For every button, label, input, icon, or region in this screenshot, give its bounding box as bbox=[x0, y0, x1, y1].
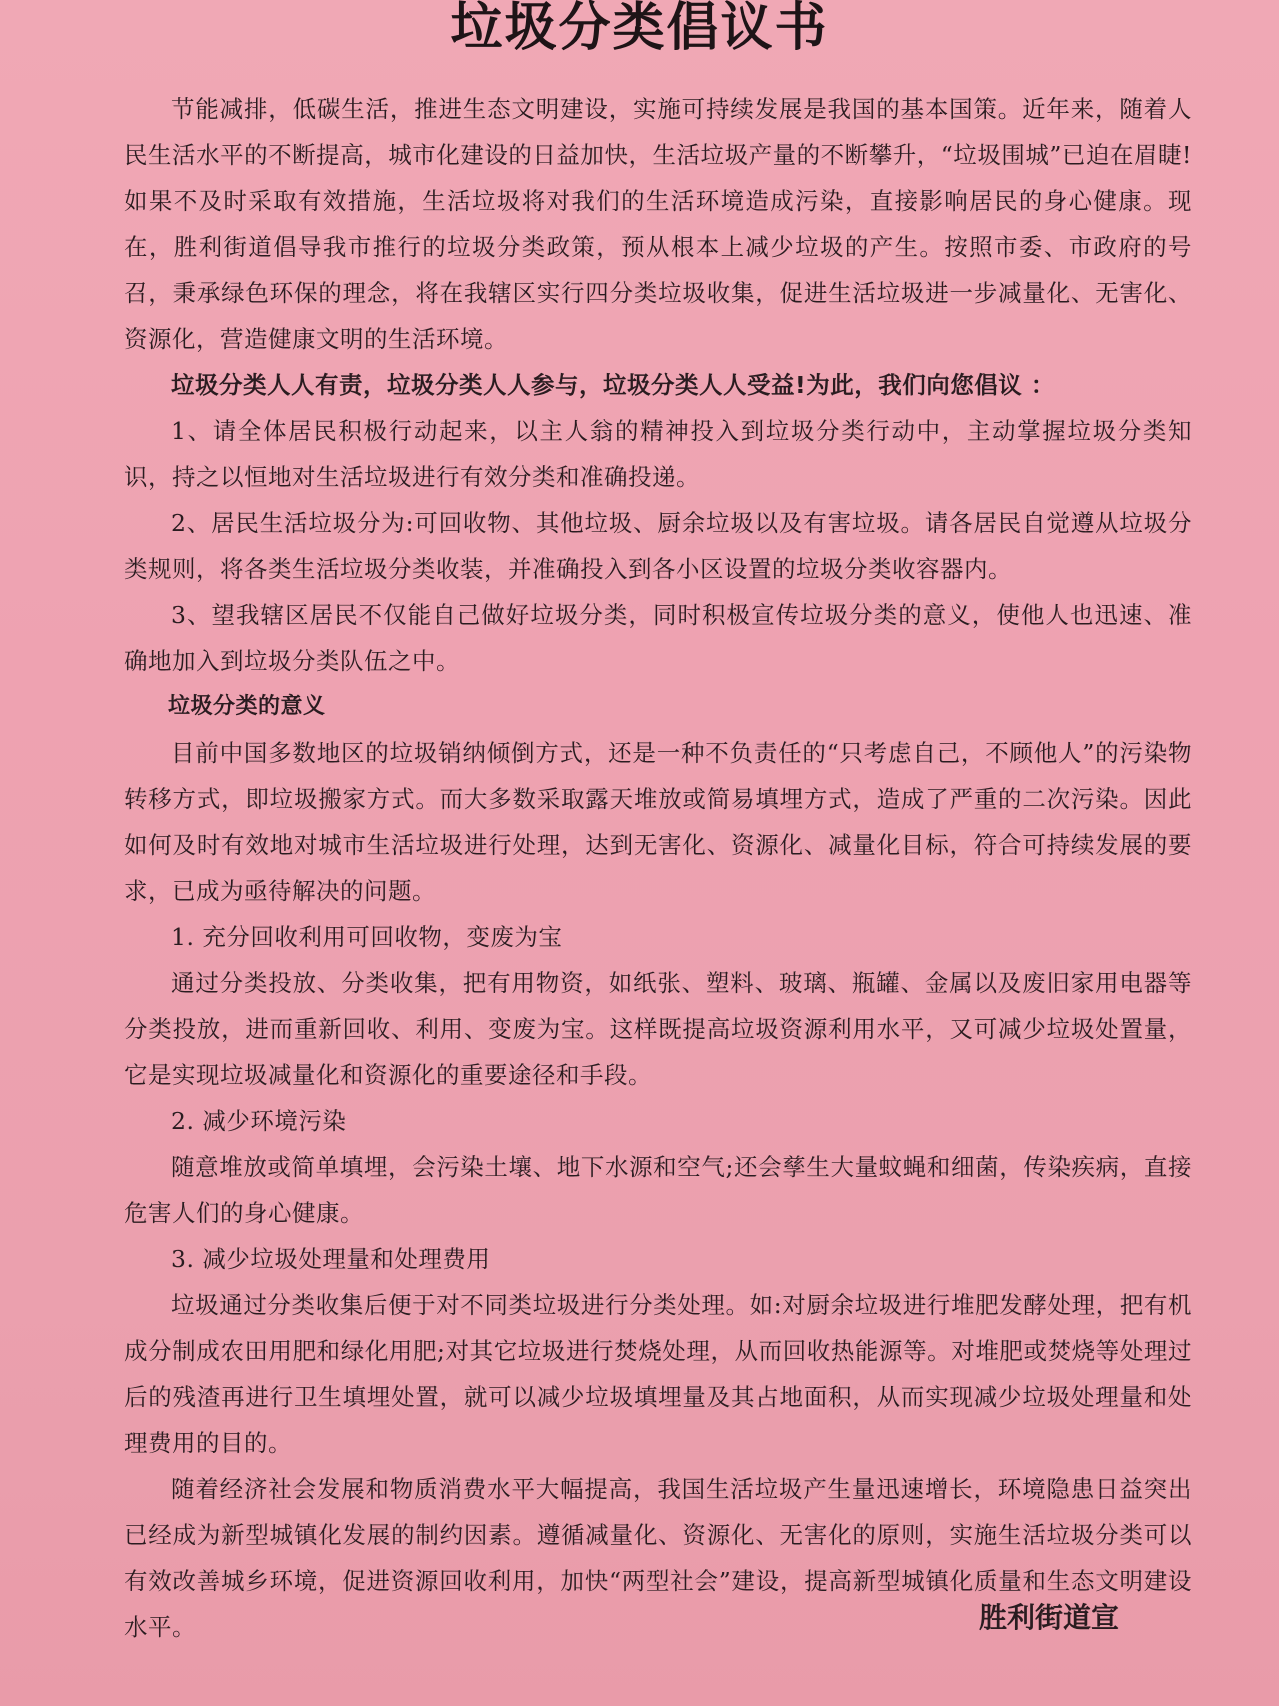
proposal-2: 2、居民生活垃圾分为:可回收物、其他垃圾、厨余垃圾以及有害垃圾。请各居民自觉遵从垃圾分类规则，将各类生活垃圾分类收装，并准确投入到各小区设置的垃圾分类收容器内。 bbox=[124, 509, 1192, 583]
point-2-text: 随意堆放或简单填埋，会污染土壤、地下水源和空气;还会孳生大量蚊蝇和细菌，传染疾病，直接危害人们的身心健康。 bbox=[124, 1153, 1192, 1227]
intro-paragraph: 节能减排，低碳生活，推进生态文明建设，实施可持续发展是我国的基本国策。近年来，随着人民生活水平的不断提高，城市化建设的日益加快，生活垃圾产量的不断攀升，“垃圾围城”已迫在眉睫!如果不及时采取有效措施，生活垃圾将对我们的生活环境造成污染，直接影响居民的身心健康。现在，胜利街道倡导我市推行的垃圾分类政策，预从根本上减少垃圾的产生。按照市委、市政府的号召，秉承绿色环保的理念，将在我辖区实行四分类垃圾收集，促进生活垃圾进一步减量化、无害化、资源化，营造健康文明的生活环境。 bbox=[124, 95, 1192, 353]
document-body bbox=[124, 86, 1192, 1650]
point-3-text: 垃圾通过分类收集后便于对不同类垃圾进行分类处理。如:对厨余垃圾进行堆肥发酵处理，把有机成分制成农田用肥和绿化用肥;对其它垃圾进行焚烧处理，从而回收热能源等。对堆肥或焚烧等处理过后的残渣再进行卫生填埋处置，就可以减少垃圾填埋量及其占地面积，从而实现减少垃圾处理量和处理费用的目的。 bbox=[124, 1291, 1192, 1457]
point-1-text: 通过分类投放、分类收集，把有用物资，如纸张、塑料、玻璃、瓶罐、金属以及废旧家用电器等分类投放，进而重新回收、利用、变废为宝。这样既提高垃圾资源利用水平，又可减少垃圾处置量，它是实现垃圾减量化和资源化的重要途径和手段。 bbox=[124, 969, 1192, 1089]
slogan-paragraph: 垃圾分类人人有责，垃圾分类人人参与，垃圾分类人人受益!为此，我们向您倡议 ： bbox=[171, 371, 1055, 399]
point-2-heading: 2. 减少环境污染 bbox=[171, 1107, 347, 1135]
significance-intro: 目前中国多数地区的垃圾销纳倾倒方式，还是一种不负责任的“只考虑自己，不顾他人”的污染物转移方式，即垃圾搬家方式。而大多数采取露天堆放或简易填埋方式，造成了严重的二次污染。因此如何及时有效地对城市生活垃圾进行处理，达到无害化、资源化、减量化目标，符合可持续发展的要求，已成为亟待解决的问题。 bbox=[124, 739, 1192, 905]
proposal-1: 1、请全体居民积极行动起来，以主人翁的精神投入到垃圾分类行动中，主动掌握垃圾分类知识，持之以恒地对生活垃圾进行有效分类和准确投递。 bbox=[124, 417, 1192, 491]
closing-paragraph: 随着经济社会发展和物质消费水平大幅提高，我国生活垃圾产生量迅速增长，环境隐患日益突出已经成为新型城镇化发展的制约因素。遵循减量化、资源化、无害化的原则，实施生活垃圾分类可以有效改善城乡环境，促进资源回收利用，加快“两型社会”建设，提高新型城镇化质量和生态文明建设水平。 bbox=[124, 1475, 1192, 1641]
point-1-heading: 1. 充分回收利用可回收物，变废为宝 bbox=[171, 923, 563, 951]
signature: 胜利街道宣 bbox=[978, 1601, 1119, 1634]
document-title: 垃圾分类倡议书 bbox=[450, 0, 829, 58]
point-3-heading: 3. 减少垃圾处理量和处理费用 bbox=[171, 1245, 491, 1273]
significance-heading: 垃圾分类的意义 bbox=[168, 694, 326, 719]
proposal-3: 3、望我辖区居民不仅能自己做好垃圾分类，同时积极宣传垃圾分类的意义，使他人也迅速、准确地加入到垃圾分类队伍之中。 bbox=[124, 601, 1192, 675]
